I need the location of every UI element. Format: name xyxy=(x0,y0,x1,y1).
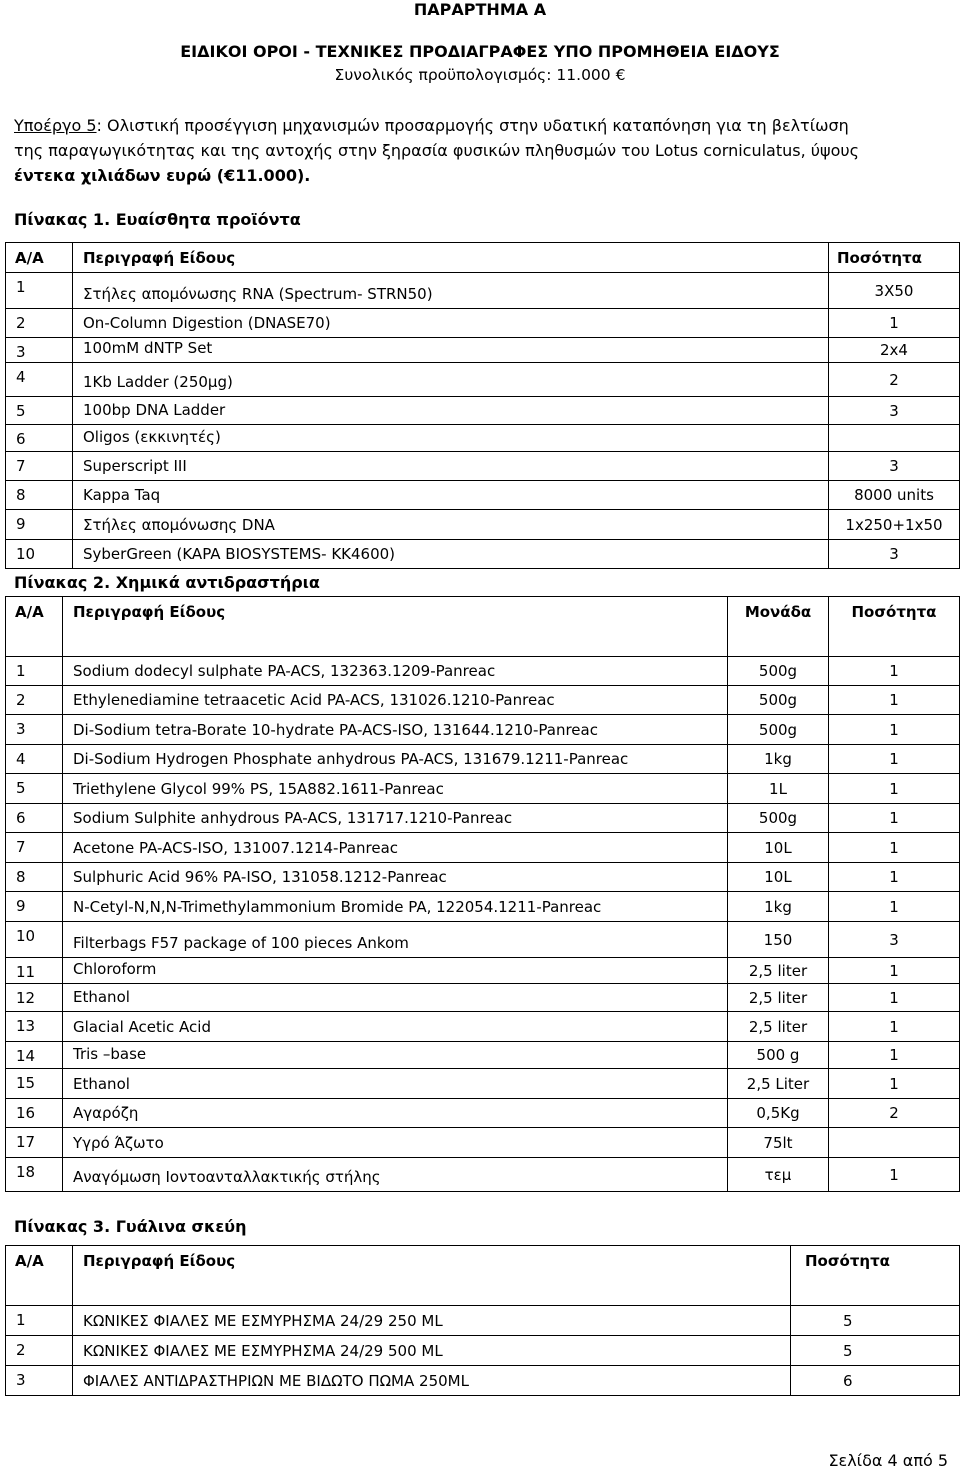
item-number: 7 xyxy=(6,833,63,863)
column-header-quantity: Ποσότητα xyxy=(829,243,960,273)
table-sensitive-products xyxy=(5,242,960,569)
table-row xyxy=(6,892,960,922)
item-quantity: 1 xyxy=(829,984,960,1012)
item-quantity: 1 xyxy=(829,958,960,984)
item-number: 4 xyxy=(6,745,63,774)
column-header-number: Α/Α xyxy=(6,1246,73,1306)
item-unit: 2,5 liter xyxy=(728,1012,829,1042)
table-row xyxy=(6,804,960,833)
subproject-label: Υποέργο 5 xyxy=(14,116,97,135)
table-row xyxy=(6,1012,960,1042)
table-row xyxy=(6,338,960,363)
item-unit: 1kg xyxy=(728,892,829,922)
item-number: 8 xyxy=(6,481,73,510)
item-number: 2 xyxy=(6,309,73,338)
item-quantity: 1 xyxy=(829,892,960,922)
item-number: 3 xyxy=(6,1366,73,1396)
item-unit: 2,5 liter xyxy=(728,984,829,1012)
item-number: 5 xyxy=(6,774,63,804)
column-header-description: Περιγραφή Είδους xyxy=(73,243,829,273)
item-description: ΦΙΑΛΕΣ ΑΝΤΙΔΡΑΣΤΗΡΙΩΝ ΜΕ ΒΙΔΩΤΟ ΠΩΜΑ 250ML xyxy=(73,1366,791,1396)
item-description: SyberGreen (KAPA BIOSYSTEMS- KK4600) xyxy=(73,540,829,569)
table-row xyxy=(6,273,960,309)
item-quantity: 3 xyxy=(829,540,960,569)
table-chemical-reagents xyxy=(5,596,960,1192)
item-description: 1Kb Ladder (250μg) xyxy=(73,363,829,397)
item-quantity: 3X50 xyxy=(829,273,960,309)
item-unit: 500g xyxy=(728,686,829,715)
table-row xyxy=(6,1366,960,1396)
item-unit: 500g xyxy=(728,657,829,686)
table-row xyxy=(6,745,960,774)
item-description: ΚΩΝΙΚΕΣ ΦΙΑΛΕΣ ΜΕ ΕΣΜΥΡΗΣΜΑ 24/29 250 ML xyxy=(73,1306,791,1336)
item-description: 100mM dNTP Set xyxy=(73,338,829,363)
column-header-quantity: Ποσότητα xyxy=(829,597,960,657)
item-description: Superscript III xyxy=(73,452,829,481)
item-unit: 0,5Kg xyxy=(728,1099,829,1128)
item-number: 9 xyxy=(6,510,73,540)
table-row xyxy=(6,863,960,892)
item-description: Στήλες απομόνωσης DNA xyxy=(73,510,829,540)
table-row xyxy=(6,922,960,958)
item-number: 7 xyxy=(6,452,73,481)
item-description: Acetone PA-ACS-ISO, 131007.1214-Panreac xyxy=(63,833,728,863)
item-description: Kappa Taq xyxy=(73,481,829,510)
item-unit: 10L xyxy=(728,833,829,863)
item-quantity: 1 xyxy=(829,686,960,715)
item-description: Ethanol xyxy=(63,1069,728,1099)
column-header-unit: Μονάδα xyxy=(728,597,829,657)
table-row xyxy=(6,833,960,863)
item-number: 18 xyxy=(6,1158,63,1192)
item-number: 3 xyxy=(6,338,73,363)
table-row xyxy=(6,1306,960,1336)
table-row xyxy=(6,1128,960,1158)
item-quantity: 3 xyxy=(829,397,960,425)
item-unit: 2,5 liter xyxy=(728,958,829,984)
table-row xyxy=(6,984,960,1012)
item-quantity: 1 xyxy=(829,657,960,686)
table-row xyxy=(6,425,960,452)
item-unit: 2,5 Liter xyxy=(728,1069,829,1099)
item-quantity: 2 xyxy=(829,1099,960,1128)
subproject-text: της παραγωγικότητας και της αντοχής στην ξηρασία φυσικών πληθυσμών του Lotus corniculatus, ύψους xyxy=(14,141,860,160)
item-quantity: 5 xyxy=(791,1336,960,1366)
table-row xyxy=(6,481,960,510)
item-number: 14 xyxy=(6,1042,63,1069)
item-description: N-Cetyl-N,N,N-Trimethylammonium Bromide PA, 122054.1211-Panreac xyxy=(63,892,728,922)
table-row xyxy=(6,1336,960,1366)
item-unit: 1L xyxy=(728,774,829,804)
table-row xyxy=(6,774,960,804)
item-description: Sulphuric Acid 96% PA-ISO, 131058.1212-Panreac xyxy=(63,863,728,892)
item-number: 16 xyxy=(6,1099,63,1128)
subproject-line xyxy=(14,113,958,138)
total-budget: Συνολικός προϋπολογισμός: 11.000 € xyxy=(334,66,626,84)
document-title: ΕΙΔΙΚΟΙ ΟΡΟΙ - ΤΕΧΝΙΚΕΣ ΠΡΟΔΙΑΓΡΑΦΕΣ ΥΠΟ ΠΡΟΜΗΘΕΙΑ ΕΙΔΟΥΣ xyxy=(180,42,780,61)
item-quantity xyxy=(829,1128,960,1158)
item-unit: 1kg xyxy=(728,745,829,774)
item-quantity: 1 xyxy=(829,774,960,804)
item-quantity: 1 xyxy=(829,1069,960,1099)
column-header-description: Περιγραφή Είδους xyxy=(63,597,728,657)
item-description: Sodium Sulphite anhydrous PA-ACS, 131717.1210-Panreac xyxy=(63,804,728,833)
item-quantity: 6 xyxy=(791,1366,960,1396)
table-row xyxy=(6,363,960,397)
item-quantity: 1 xyxy=(829,833,960,863)
table-caption: Πίνακας 1. Ευαίσθητα προϊόντα xyxy=(14,210,301,229)
item-description: Oligos (εκκινητές) xyxy=(73,425,829,452)
item-number: 5 xyxy=(6,397,73,425)
item-description: Di-Sodium Hydrogen Phosphate anhydrous PA-ACS, 131679.1211-Panreac xyxy=(63,745,728,774)
annex-title: ΠΑΡΑΡΤΗΜΑ Α xyxy=(413,0,547,19)
column-header-quantity: Ποσότητα xyxy=(791,1246,960,1306)
item-description: Υγρό Άζωτο xyxy=(63,1128,728,1158)
item-number: 8 xyxy=(6,863,63,892)
table-row xyxy=(6,686,960,715)
table-header-row xyxy=(6,1246,960,1306)
item-description: Triethylene Glycol 99% PS, 15A882.1611-Panreac xyxy=(63,774,728,804)
item-quantity: 3 xyxy=(829,452,960,481)
item-quantity: 1 xyxy=(829,804,960,833)
subproject-amount: έντεκα χιλιάδων ευρώ (€11.000). xyxy=(14,166,311,185)
page-number: Σελίδα 4 από 5 xyxy=(828,1451,948,1470)
item-unit: 150 xyxy=(728,922,829,958)
item-number: 1 xyxy=(6,1306,73,1336)
item-number: 6 xyxy=(6,804,63,833)
item-number: 10 xyxy=(6,540,73,569)
item-quantity: 1 xyxy=(829,745,960,774)
item-description: Αγαρόζη xyxy=(63,1099,728,1128)
item-number: 12 xyxy=(6,984,63,1012)
item-quantity: 1 xyxy=(829,715,960,745)
item-description: On-Column Digestion (DNASE70) xyxy=(73,309,829,338)
item-description: 100bp DNA Ladder xyxy=(73,397,829,425)
table-row xyxy=(6,309,960,338)
item-description: Ethanol xyxy=(63,984,728,1012)
table-header-row xyxy=(6,597,960,657)
item-unit: 500g xyxy=(728,715,829,745)
item-description: Glacial Acetic Acid xyxy=(63,1012,728,1042)
item-number: 2 xyxy=(6,686,63,715)
table-row xyxy=(6,1099,960,1128)
item-quantity xyxy=(829,425,960,452)
item-quantity: 5 xyxy=(791,1306,960,1336)
subproject-text: : Ολιστική προσέγγιση μηχανισμών προσαρμογής στην υδατική καταπόνηση για τη βελτίωση xyxy=(96,116,849,135)
item-number: 1 xyxy=(6,657,63,686)
item-quantity: 1 xyxy=(829,1012,960,1042)
item-number: 3 xyxy=(6,715,63,745)
item-unit: τεμ xyxy=(728,1158,829,1192)
item-quantity: 1 xyxy=(829,1042,960,1069)
table-row xyxy=(6,452,960,481)
table-row xyxy=(6,715,960,745)
column-header-description: Περιγραφή Είδους xyxy=(73,1246,791,1306)
item-quantity: 1 xyxy=(829,1158,960,1192)
table-row xyxy=(6,1069,960,1099)
table-row xyxy=(6,1042,960,1069)
table-header-row xyxy=(6,243,960,273)
item-number: 13 xyxy=(6,1012,63,1042)
table-caption: Πίνακας 3. Γυάλινα σκεύη xyxy=(14,1217,247,1236)
item-quantity: 1 xyxy=(829,863,960,892)
table-glassware xyxy=(5,1245,960,1396)
item-unit: 75lt xyxy=(728,1128,829,1158)
item-description: Αναγόμωση Ιοντοανταλλακτικής στήλης xyxy=(63,1158,728,1192)
table-caption: Πίνακας 2. Χημικά αντιδραστήρια xyxy=(14,573,320,592)
column-header-number: Α/Α xyxy=(6,597,63,657)
subproject-description xyxy=(14,113,958,188)
table-row xyxy=(6,510,960,540)
item-description: Di-Sodium tetra-Borate 10-hydrate PA-ACS-ISO, 131644.1210-Panreac xyxy=(63,715,728,745)
item-description: Στήλες απομόνωσης RNA (Spectrum- STRN50) xyxy=(73,273,829,309)
item-description: Ethylenediamine tetraacetic Acid PA-ACS, 131026.1210-Panreac xyxy=(63,686,728,715)
item-quantity: 3 xyxy=(829,922,960,958)
item-number: 10 xyxy=(6,922,63,958)
item-description: Filterbags F57 package of 100 pieces Ankom xyxy=(63,922,728,958)
item-number: 17 xyxy=(6,1128,63,1158)
column-header-number: Α/Α xyxy=(6,243,73,273)
item-description: Tris –base xyxy=(63,1042,728,1069)
item-quantity: 1 xyxy=(829,309,960,338)
table-row xyxy=(6,657,960,686)
item-description: ΚΩΝΙΚΕΣ ΦΙΑΛΕΣ ΜΕ ΕΣΜΥΡΗΣΜΑ 24/29 500 ML xyxy=(73,1336,791,1366)
item-quantity: 2 xyxy=(829,363,960,397)
table-row xyxy=(6,1158,960,1192)
item-quantity: 2x4 xyxy=(829,338,960,363)
item-unit: 10L xyxy=(728,863,829,892)
item-number: 2 xyxy=(6,1336,73,1366)
item-number: 11 xyxy=(6,958,63,984)
table-row xyxy=(6,397,960,425)
item-description: Chloroform xyxy=(63,958,728,984)
item-quantity: 8000 units xyxy=(829,481,960,510)
item-number: 6 xyxy=(6,425,73,452)
item-description: Sodium dodecyl sulphate PA-ACS, 132363.1209-Panreac xyxy=(63,657,728,686)
table-row xyxy=(6,540,960,569)
table-row xyxy=(6,958,960,984)
item-unit: 500g xyxy=(728,804,829,833)
item-number: 1 xyxy=(6,273,73,309)
item-number: 9 xyxy=(6,892,63,922)
item-unit: 500 g xyxy=(728,1042,829,1069)
item-number: 4 xyxy=(6,363,73,397)
item-number: 15 xyxy=(6,1069,63,1099)
item-quantity: 1x250+1x50 xyxy=(829,510,960,540)
